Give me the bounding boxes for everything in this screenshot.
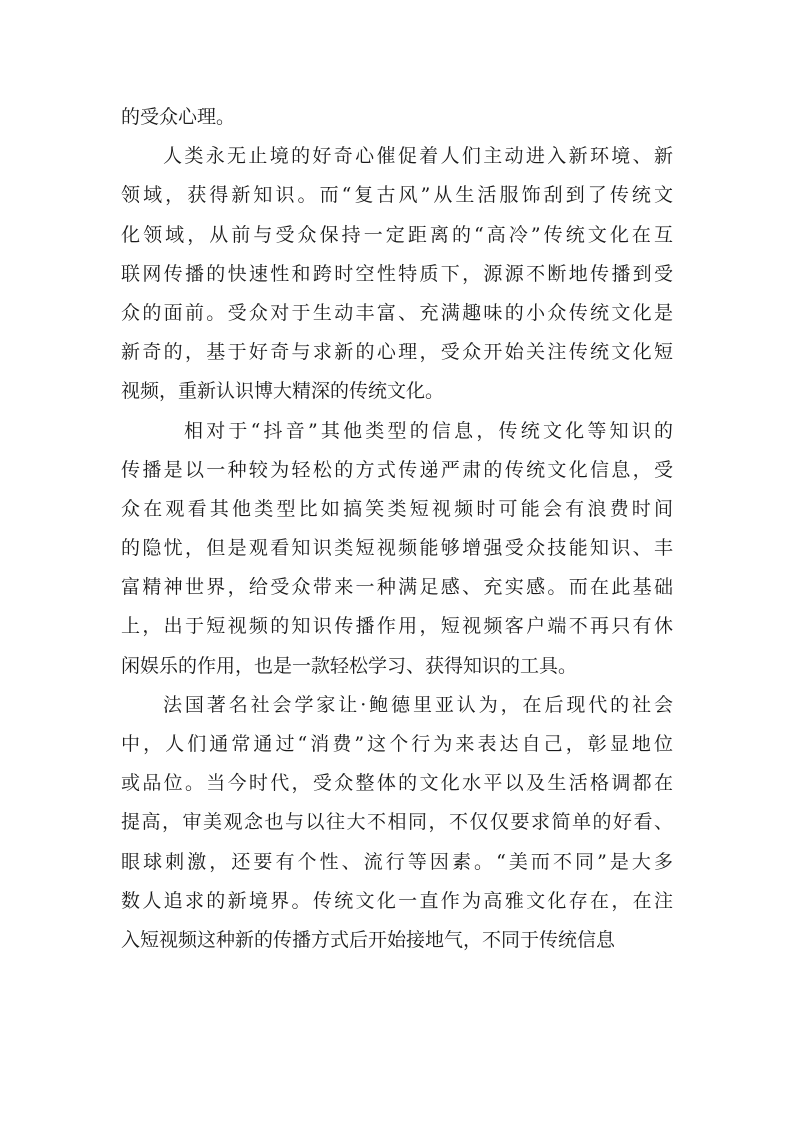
- text-line: 视频，重新认识博大精深的传统文化。: [121, 380, 445, 403]
- paragraph: [121, 412, 673, 686]
- text-line: 眼球刺激，还要有个性、流行等因素。“美而不同”是大多: [121, 850, 673, 873]
- text-line: 中，人们通常通过“消费”这个行为来表达自己，彰显地位: [121, 733, 673, 755]
- paragraph: [121, 686, 673, 960]
- text-line: 或品位。当今时代，受众整体的文化水平以及生活格调都在: [121, 772, 673, 795]
- text-line: 领域，获得新知识。而“复古风”从生活服饰刮到了传统文: [121, 184, 673, 207]
- text-line: 提高，审美观念也与以往大不相同，不仅仅要求简单的好看、: [121, 811, 673, 834]
- text-line: 人类永无止境的好奇心催促着人们主动进入新环境、新: [163, 145, 673, 168]
- text-line: 入短视频这种新的传播方式后开始接地气，不同于传统信息: [121, 928, 616, 951]
- body-text: [121, 98, 673, 960]
- text-line: 联网传播的快速性和跨时空性特质下，源源不断地传播到受: [121, 262, 673, 285]
- paragraph: [121, 98, 673, 137]
- text-line: 相对于“抖音”其他类型的信息，传统文化等知识的: [184, 419, 673, 442]
- text-line: 的隐忧，但是观看知识类短视频能够增强受众技能知识、丰: [121, 537, 673, 560]
- text-line: 闲娱乐的作用，也是一款轻松学习、获得知识的工具。: [121, 654, 578, 677]
- text-line: 化领域，从前与受众保持一定距离的“高冷”传统文化在互: [121, 223, 673, 246]
- text-line: 的受众心理。: [121, 106, 236, 128]
- text-line: 上，出于短视频的知识传播作用，短视频客户端不再只有休: [121, 615, 673, 638]
- text-line: 新奇的，基于好奇与求新的心理，受众开始关注传统文化短: [121, 341, 673, 364]
- text-line: 众在观看其他类型比如搞笑类短视频时可能会有浪费时间: [121, 497, 673, 520]
- text-line: 数人追求的新境界。传统文化一直作为高雅文化存在，在注: [121, 889, 673, 912]
- paragraph: [121, 137, 673, 411]
- text-line: 传播是以一种较为轻松的方式传递严肃的传统文化信息，受: [121, 458, 673, 481]
- text-line: 众的面前。受众对于生动丰富、充满趣味的小众传统文化是: [121, 301, 673, 324]
- text-line: 法国著名社会学家让·鲍德里亚认为，在后现代的社会: [163, 693, 673, 716]
- text-line: 富精神世界，给受众带来一种满足感、充实感。而在此基础: [121, 576, 673, 599]
